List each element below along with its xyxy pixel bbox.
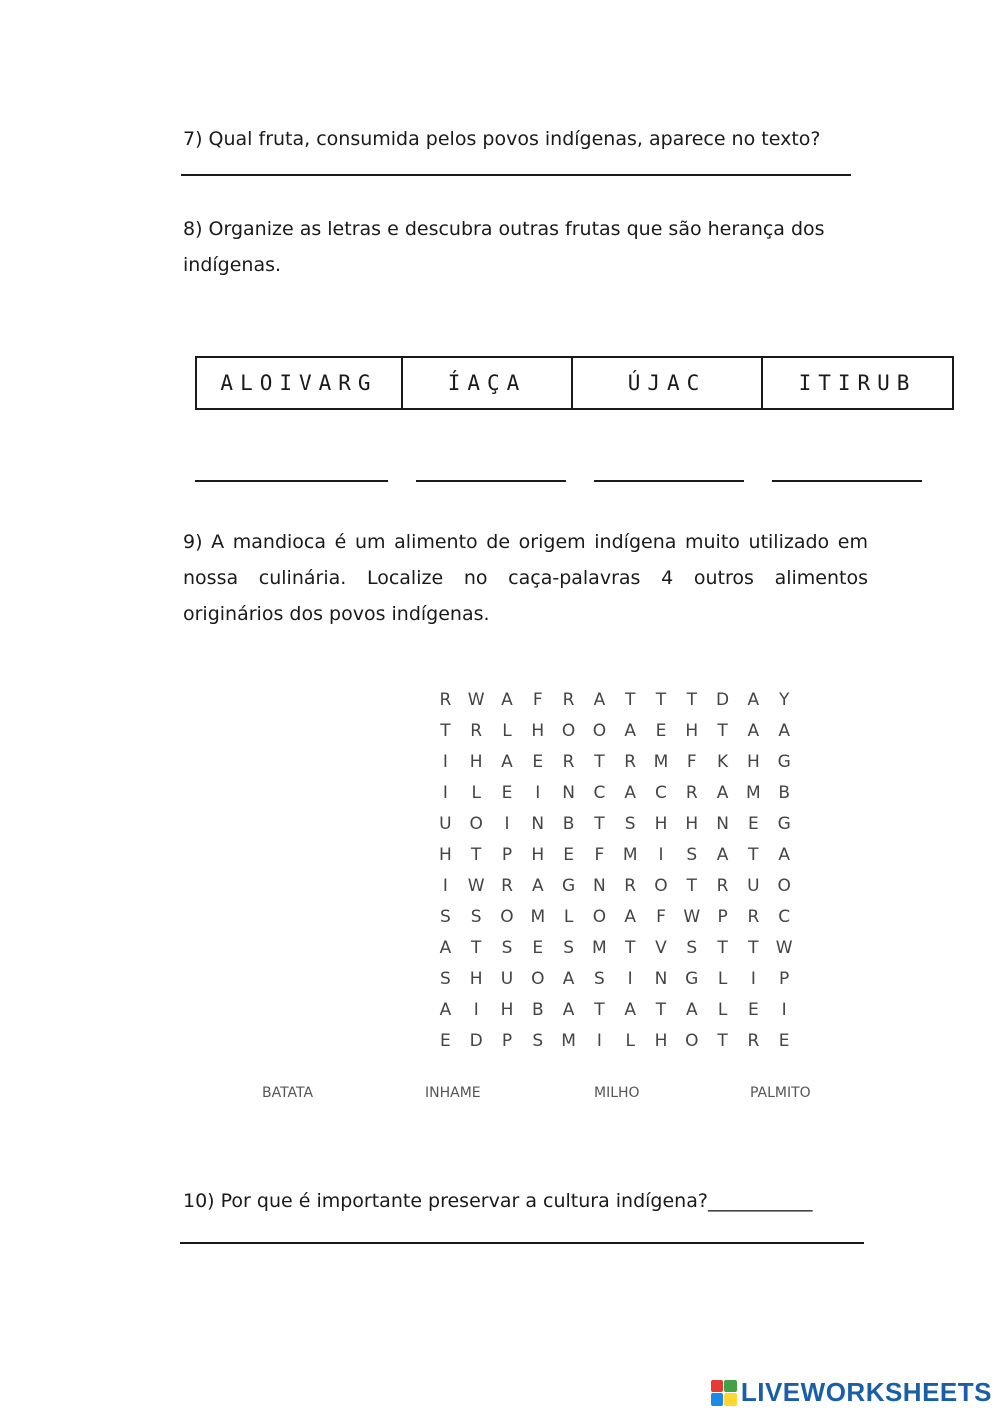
grid-letter[interactable]: O [592,906,607,927]
grid-letter[interactable]: H [469,968,483,989]
grid-letter[interactable]: E [747,999,759,1020]
grid-letter[interactable]: T [594,813,605,834]
answer-line-q8-2[interactable] [416,480,566,482]
grid-row [430,746,800,777]
grid-letter[interactable]: I [658,844,664,865]
grid-letter[interactable]: L [717,999,728,1020]
wordlist-item: BATATA [262,1085,314,1101]
answer-line-q10[interactable] [180,1242,864,1244]
grid-letter[interactable]: M [622,844,638,865]
grid-letter[interactable]: U [747,875,760,896]
logo-square [711,1380,724,1393]
grid-row [430,901,800,932]
grid-letter[interactable]: T [655,689,667,710]
grid-letter[interactable]: M [746,782,761,803]
grid-letter[interactable]: I [781,999,787,1020]
grid-letter[interactable]: S [440,968,451,989]
logo-square [711,1393,724,1406]
grid-letter[interactable]: A [624,999,636,1020]
grid-letter[interactable]: K [716,751,729,772]
grid-letter[interactable]: R [470,720,483,741]
grid-letter[interactable]: A [778,720,790,741]
word-search-grid [430,684,800,1056]
grid-letter[interactable]: I [535,782,541,803]
wordlist-item: MILHO [594,1085,640,1101]
grid-letter[interactable]: R [501,875,513,896]
grid-letter[interactable]: T [594,999,605,1020]
wordlist-item: PALMITO [750,1085,811,1101]
grid-letter[interactable]: S [532,1030,544,1051]
grid-letter[interactable]: I [504,813,510,834]
grid-letter[interactable]: O [592,720,607,741]
grid-letter[interactable]: I [442,751,448,772]
grid-letter[interactable]: L [625,1030,635,1051]
grid-row [430,839,800,870]
grid-letter[interactable]: S [686,937,698,958]
grid-letter[interactable]: I [627,968,633,989]
grid-letter[interactable]: R [747,1030,760,1051]
grid-letter[interactable]: H [500,999,514,1020]
grid-letter[interactable]: G [777,813,791,834]
grid-letter[interactable]: F [656,906,666,927]
grid-letter[interactable]: O [531,968,545,989]
grid-letter[interactable]: P [501,1030,513,1051]
logo-square [724,1380,737,1393]
grid-letter[interactable]: N [716,813,729,834]
grid-letter[interactable]: T [655,999,667,1020]
grid-letter[interactable]: E [440,1030,451,1051]
grid-letter[interactable]: C [778,906,791,927]
grid-row [430,808,800,839]
grid-letter[interactable]: L [563,906,574,927]
grid-letter[interactable]: A [531,875,544,896]
grid-letter[interactable]: Y [778,689,790,710]
grid-letter[interactable]: O [777,875,791,896]
grid-letter[interactable]: E [501,782,513,803]
grid-letter[interactable]: T [594,751,605,772]
brand-name: LIVEWORKSHEETS [740,1377,992,1407]
grid-letter[interactable]: W [467,689,485,710]
grid-letter[interactable]: D [716,689,730,710]
grid-letter[interactable]: O [654,875,668,896]
answer-line-q7[interactable] [181,174,851,176]
grid-row [430,963,800,994]
grid-letter[interactable]: S [501,937,513,958]
grid-letter[interactable]: S [440,906,451,927]
grid-letter[interactable]: M [592,937,607,958]
grid-letter[interactable]: T [440,720,451,741]
grid-letter[interactable]: L [502,720,512,741]
question-10-text: 10) Por que é importante preservar a cultura indígena? [183,1190,708,1212]
grid-letter[interactable]: B [778,782,790,803]
grid-letter[interactable]: O [500,906,514,927]
grid-letter[interactable]: F [532,689,543,710]
grid-letter[interactable]: T [624,937,636,958]
grid-letter[interactable]: B [562,813,575,834]
grid-letter[interactable]: N [562,782,575,803]
grid-letter[interactable]: A [747,720,760,741]
grid-letter[interactable]: O [561,720,576,741]
grid-letter[interactable]: H [469,751,483,772]
grid-letter[interactable]: S [563,937,574,958]
grid-letter[interactable]: M [561,1030,576,1051]
grid-letter[interactable]: A [716,844,729,865]
grid-letter[interactable]: D [469,1030,483,1051]
grid-letter[interactable]: F [594,844,605,865]
grid-letter[interactable]: T [624,689,636,710]
grid-letter[interactable]: O [685,1030,699,1051]
grid-row [430,1025,800,1056]
grid-letter[interactable]: N [531,813,545,834]
grid-letter[interactable]: T [717,1030,728,1051]
wordlist-item: INHAME [425,1085,481,1101]
grid-letter[interactable]: R [685,782,698,803]
grid-letter[interactable]: G [561,875,576,896]
grid-letter[interactable]: P [779,968,790,989]
grid-letter[interactable]: T [717,937,728,958]
grid-letter[interactable]: A [624,906,636,927]
grid-letter[interactable]: F [686,751,697,772]
grid-letter[interactable]: A [685,999,698,1020]
grid-letter[interactable]: H [439,844,452,865]
grid-letter[interactable]: E [563,844,574,865]
scrambled-word-2: ÍAÇA [403,358,573,408]
logo-square [724,1393,737,1406]
grid-letter[interactable]: C [655,782,667,803]
grid-letter[interactable]: A [624,720,636,741]
answer-line-q8-4[interactable] [772,480,922,482]
grid-letter[interactable]: E [532,751,544,772]
grid-letter[interactable]: I [473,999,479,1020]
grid-letter[interactable]: A [562,999,575,1020]
grid-letter[interactable]: W [683,906,701,927]
question-7: 7) Qual fruta, consumida pelos povos indígenas, aparece no texto? [183,128,821,150]
grid-letter[interactable]: R [562,689,575,710]
scrambled-words-table [195,356,954,410]
grid-letter[interactable]: A [501,751,513,772]
grid-letter[interactable]: R [624,875,637,896]
grid-letter[interactable]: U [439,813,452,834]
grid-letter[interactable]: T [717,720,728,741]
grid-letter[interactable]: A [593,689,606,710]
grid-letter[interactable]: A [439,937,452,958]
grid-letter[interactable]: H [531,720,545,741]
grid-letter[interactable]: I [750,968,756,989]
grid-letter[interactable]: R [624,751,637,772]
grid-letter[interactable]: E [778,1030,790,1051]
grid-letter[interactable]: S [470,906,482,927]
question-9: 9) A mandioca é um alimento de origem indígena muito utilizado em nossa culinária. Localize no caça-palavras 4 outros alimentos originários dos povos indígenas. [183,531,868,625]
question-10 [183,1183,883,1219]
scrambled-word-4: ITIRUB [798,371,917,395]
grid-letter[interactable]: O [469,813,483,834]
liveworksheets-logo-icon [711,1380,737,1406]
grid-letter[interactable]: H [654,1030,668,1051]
grid-letter[interactable]: I [442,875,448,896]
grid-letter[interactable]: H [685,813,699,834]
grid-letter[interactable]: T [471,844,482,865]
liveworksheets-brand [711,1377,992,1408]
grid-letter[interactable]: B [531,999,544,1020]
answer-line-q8-3[interactable] [594,480,744,482]
question-10-inline-blank[interactable]: ___________ [707,1190,813,1212]
grid-letter[interactable]: A [716,782,729,803]
grid-letter[interactable]: T [748,844,759,865]
grid-letter[interactable]: S [686,844,698,865]
grid-row [430,777,800,808]
grid-letter[interactable]: T [748,937,759,958]
grid-letter[interactable]: L [717,968,728,989]
grid-letter[interactable]: R [439,689,452,710]
grid-letter[interactable]: V [655,937,667,958]
grid-letter[interactable]: R [716,875,729,896]
grid-letter[interactable]: S [593,968,605,989]
grid-letter[interactable]: A [562,968,575,989]
grid-letter[interactable]: E [747,813,759,834]
grid-letter[interactable]: M [530,906,546,927]
question-8: 8) Organize as letras e descubra outras frutas que são herança dos indígenas. [183,218,825,276]
grid-letter[interactable]: W [467,875,485,896]
grid-letter[interactable]: P [717,906,728,927]
grid-letter[interactable]: R [747,906,760,927]
grid-letter[interactable]: M [653,751,669,772]
grid-letter[interactable]: A [501,689,513,710]
grid-letter[interactable]: P [501,844,513,865]
grid-letter[interactable]: G [777,751,791,772]
grid-letter[interactable]: A [439,999,452,1020]
grid-letter[interactable]: G [685,968,699,989]
grid-letter[interactable]: H [531,844,545,865]
grid-letter[interactable]: R [562,751,575,772]
grid-letter[interactable]: A [624,782,636,803]
grid-letter[interactable]: A [778,844,790,865]
scrambled-word-1: ALOIVARG [197,358,403,408]
grid-row [430,870,800,901]
grid-letter[interactable]: E [532,937,544,958]
scrambled-word-3: ÚJAC [573,358,763,408]
grid-letter[interactable]: H [654,813,668,834]
grid-letter[interactable]: I [596,1030,602,1051]
grid-letter[interactable]: C [593,782,606,803]
grid-letter[interactable]: T [471,937,482,958]
grid-letter[interactable]: T [686,875,697,896]
grid-letter[interactable]: T [686,689,697,710]
grid-letter[interactable]: W [775,937,793,958]
grid-letter[interactable]: N [593,875,606,896]
grid-letter[interactable]: N [654,968,668,989]
grid-letter[interactable]: H [685,720,699,741]
grid-letter[interactable]: S [624,813,636,834]
answer-line-q8-1[interactable] [195,480,388,482]
grid-letter[interactable]: U [500,968,514,989]
grid-row [430,684,800,715]
grid-row [430,932,800,963]
grid-letter[interactable]: H [746,751,760,772]
grid-letter[interactable]: L [471,782,481,803]
grid-letter[interactable]: I [442,782,448,803]
grid-row [430,994,800,1025]
grid-letter[interactable]: A [747,689,760,710]
grid-row [430,715,800,746]
grid-letter[interactable]: E [655,720,667,741]
